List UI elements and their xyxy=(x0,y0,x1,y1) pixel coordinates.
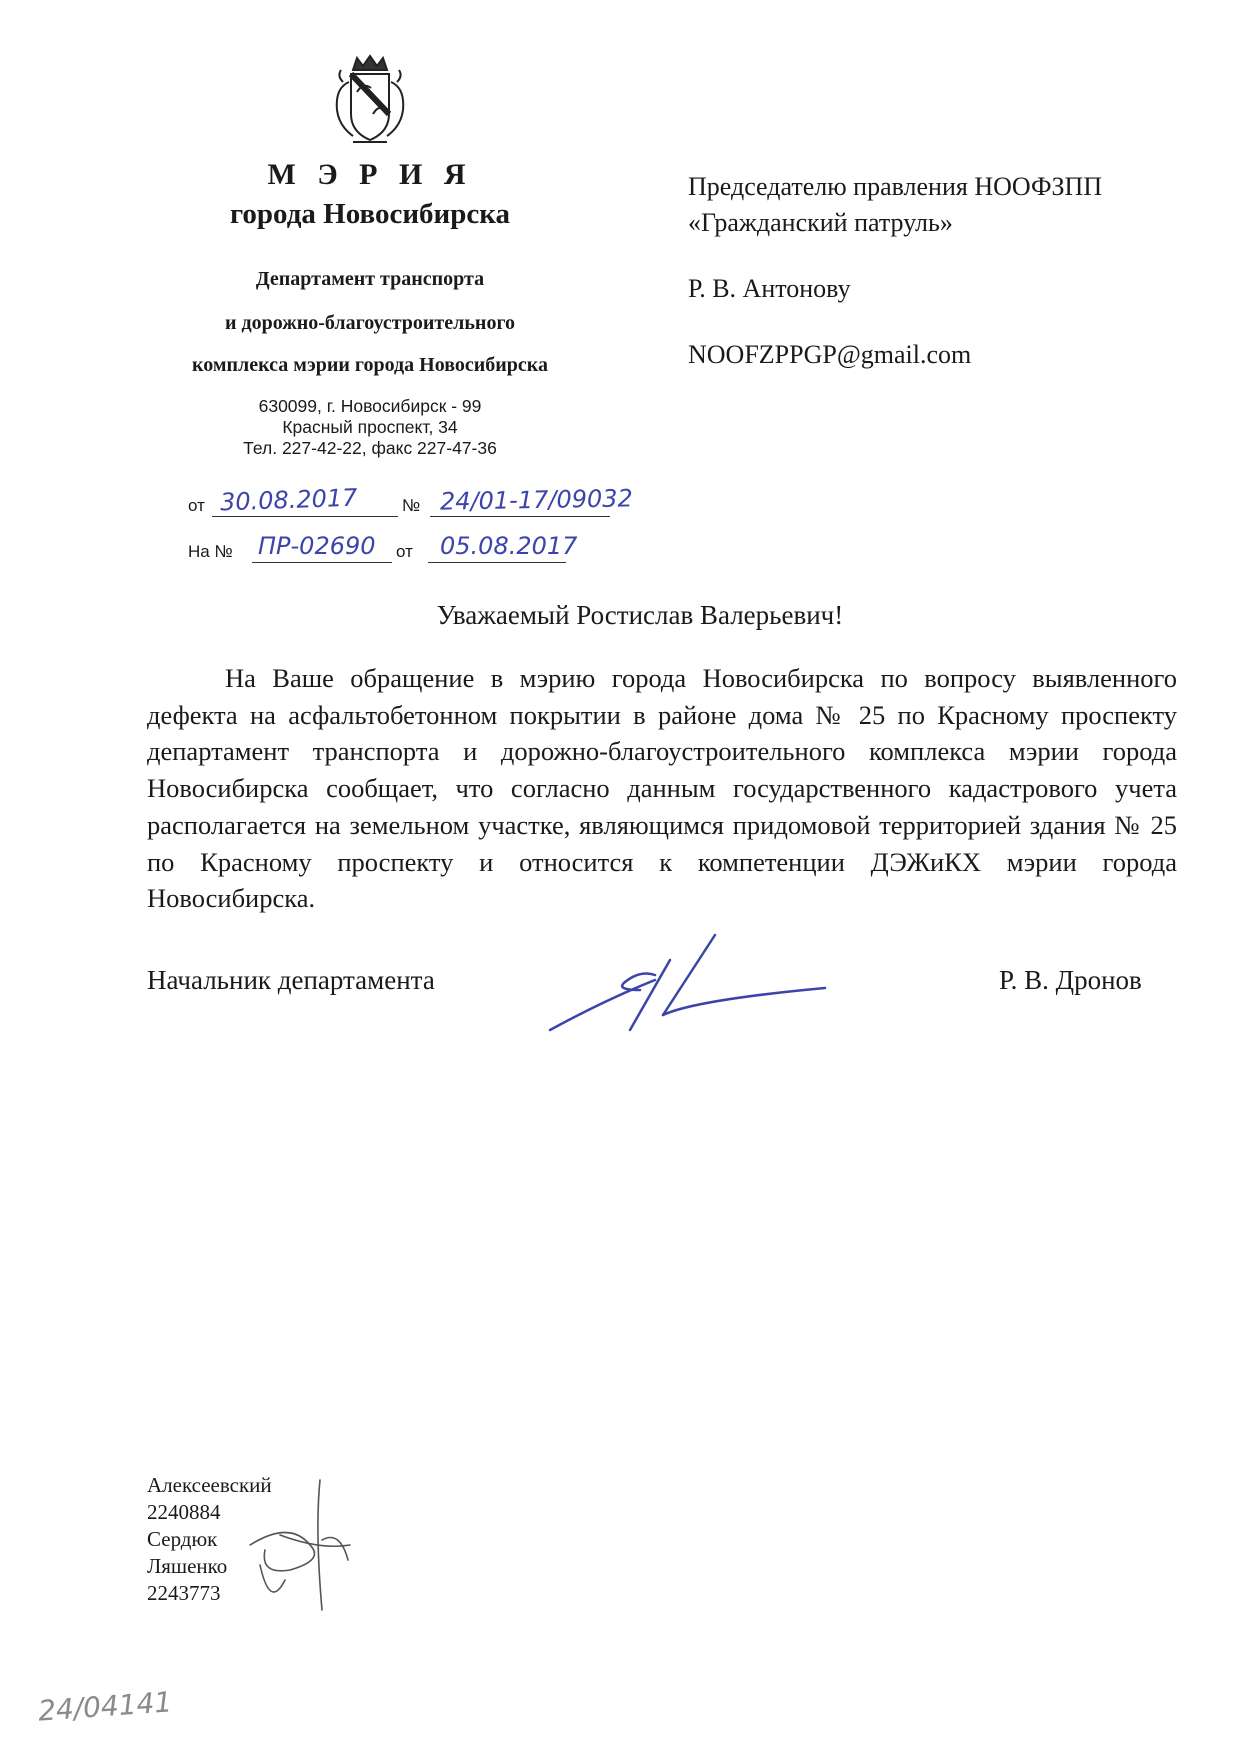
recipient-email: NOOFZPPGP@gmail.com xyxy=(688,340,972,369)
executor-name-1: Алексеевский xyxy=(147,1473,272,1497)
department-line-1: Департамент транспорта xyxy=(255,268,485,290)
recipient-organization: «Гражданский патруль» xyxy=(688,208,953,237)
department-line-3: комплекса мэрии города Новосибирска xyxy=(191,354,549,376)
city-title: города Новосибирска xyxy=(229,198,511,230)
executor-phone-1: 2240884 xyxy=(147,1500,221,1524)
salutation: Уважаемый Ростислав Валерьевич! xyxy=(436,600,844,630)
organization-title: М Э Р И Я xyxy=(267,158,473,191)
executor-phone-2: 2243773 xyxy=(147,1581,221,1605)
letter-body: На Ваше обращение в мэрию города Новосибирска по вопросу выявленного дефекта на асфальтобетонном покрытии в районе дома № 25 по Красному проспекту департамент транспорта и дорожно-благоустроительного комплекса мэрии города Новосибирска сообщает, что согласно данным государственного кадастрового учета располагается на земельном участке, являющимся придомовой территорией здания № 25 по Красному проспекту и относится к компетенции ДЭЖиКХ мэрии города Новосибирска. xyxy=(147,663,1177,914)
number-label: № xyxy=(402,496,421,515)
archive-number: 24/04141 xyxy=(37,1685,174,1728)
recipient-name: Р. В. Антонову xyxy=(688,274,851,303)
reply-number-underline xyxy=(252,562,392,563)
executor-signature xyxy=(230,1470,370,1620)
number-underline xyxy=(430,516,610,517)
address-line-2: Красный проспект, 34 xyxy=(282,417,458,437)
handwritten-signature xyxy=(545,930,835,1040)
address-line-3: Тел. 227-42-22, факс 227-47-36 xyxy=(243,438,497,458)
department-line-2: и дорожно-благоустроительного xyxy=(224,312,516,334)
executor-name-3: Ляшенко xyxy=(147,1554,228,1578)
reply-date-underline xyxy=(428,562,566,563)
date-underline xyxy=(212,516,398,517)
coat-of-arms-icon xyxy=(323,52,417,152)
reply-date: 05.08.2017 xyxy=(440,532,578,560)
from-label: от xyxy=(188,496,205,515)
signer-name: Р. В. Дронов xyxy=(999,965,1142,995)
executor-name-2: Сердюк xyxy=(147,1527,218,1551)
address-line-1: 630099, г. Новосибирск - 99 xyxy=(258,396,482,416)
reply-from-label: от xyxy=(396,542,413,561)
recipient-position: Председателю правления НООФЗПП xyxy=(688,172,1103,201)
outgoing-date: 30.08.2017 xyxy=(219,483,358,517)
signer-position: Начальник департамента xyxy=(147,965,435,995)
reply-label: На № xyxy=(188,542,233,561)
reply-number: ПР-02690 xyxy=(258,532,376,560)
outgoing-number: 24/01-17/09032 xyxy=(439,484,634,516)
